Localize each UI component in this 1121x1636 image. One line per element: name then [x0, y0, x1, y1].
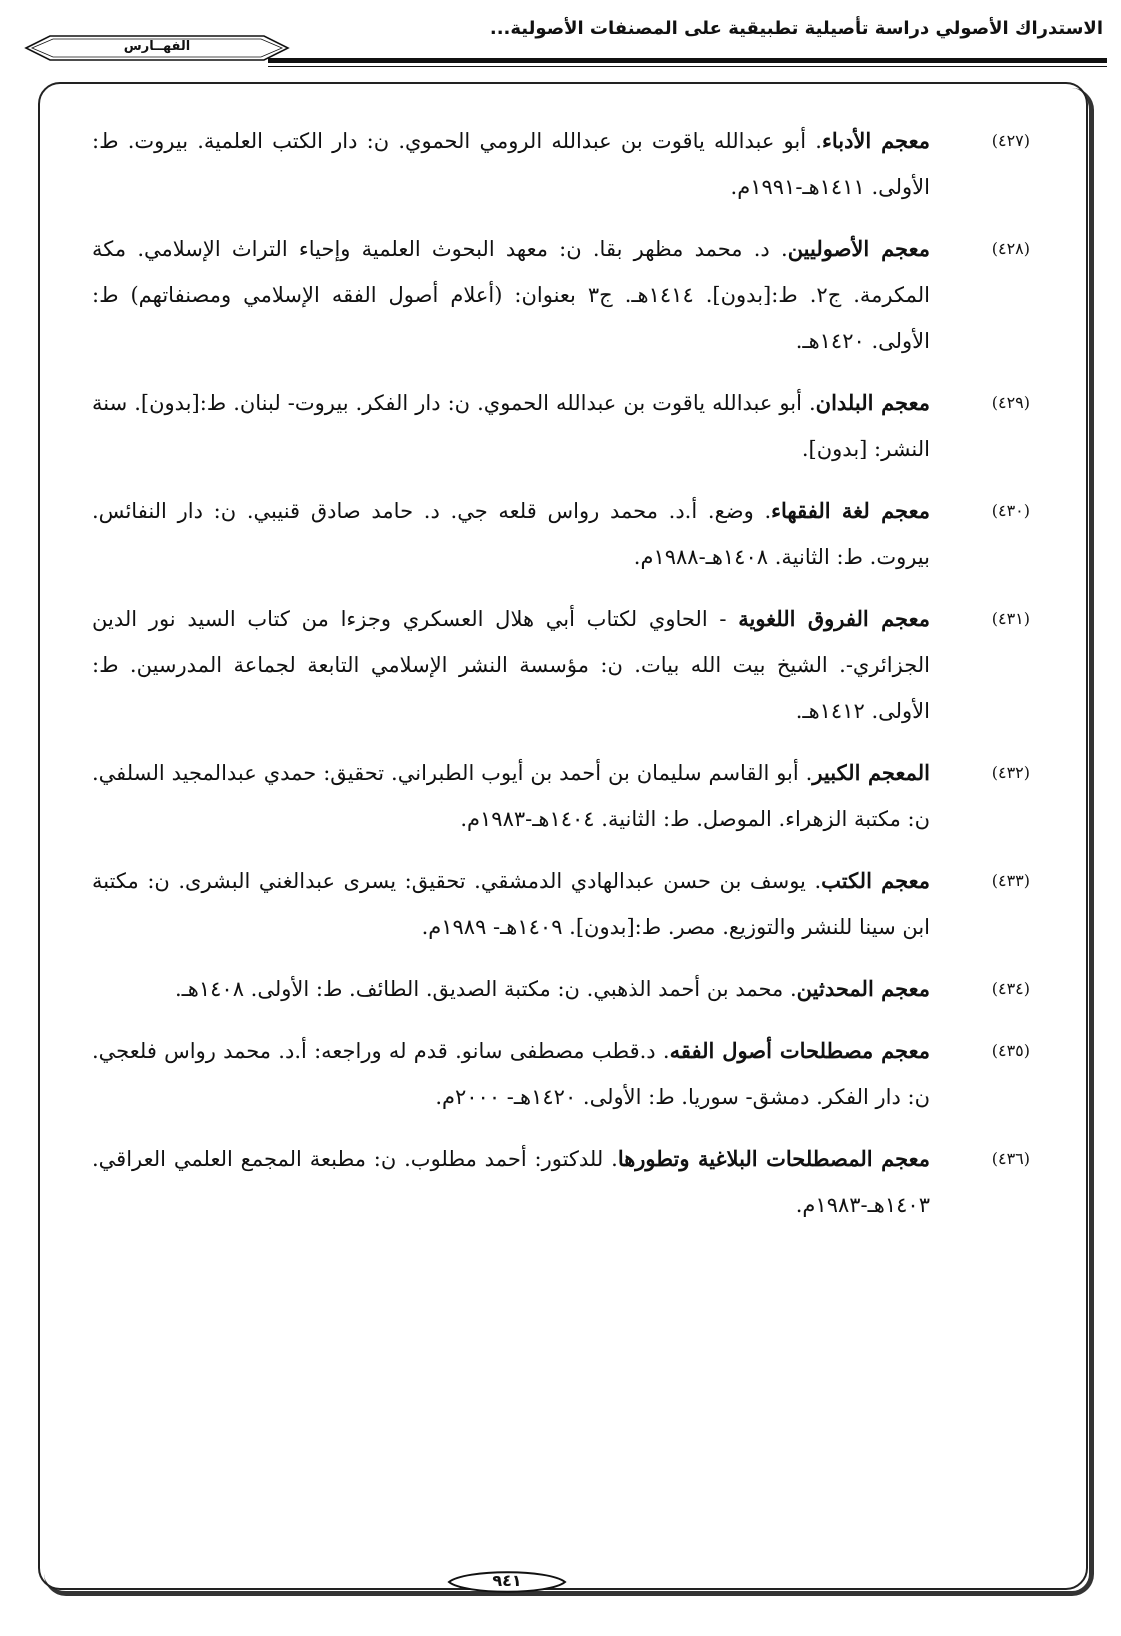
entry-text: . يوسف بن حسن عبدالهادي الدمشقي. تحقيق: يسرى عبدالغني البشرى. ن: مكتبة ابن سينا للنشر والتوزيع. مصر. ط:[بدون]. ١٤٠٩هـ- ١٩٨٩م.	[92, 869, 930, 939]
entry-number: (٤٣٢)	[991, 763, 1030, 782]
entry-title: المعجم الكبير	[812, 760, 930, 785]
entry-text: . أبو عبدالله ياقوت بن عبدالله الحموي. ن: دار الفكر. بيروت- لبنان. ط:[بدون]. سنة النشر: [بدون].	[92, 391, 930, 461]
bibliography-entry	[92, 118, 1030, 210]
entry-number: (٤٣٥)	[991, 1041, 1030, 1060]
entry-text: . أبو عبدالله ياقوت بن عبدالله الرومي الحموي. ن: دار الكتب العلمية. بيروت. ط: الأولى. ١٤١١هـ-١٩٩١م.	[92, 129, 930, 199]
entry-title: معجم الكتب	[821, 868, 930, 893]
header-rule-thick	[268, 58, 1107, 63]
section-label: الفهــارس	[123, 39, 191, 54]
header-rule-thin	[268, 66, 1107, 67]
entry-number: (٤٣٣)	[991, 871, 1030, 890]
entry-number: (٤٢٧)	[991, 131, 1030, 150]
entry-title: معجم البلدان	[815, 390, 930, 415]
entry-title: معجم الأصوليين	[787, 236, 930, 261]
bibliography-entry	[92, 596, 1030, 734]
entry-title: معجم المحدثين	[796, 976, 930, 1001]
bibliography-entry	[92, 1028, 1030, 1120]
entry-text: . للدكتور: أحمد مطلوب. ن: مطبعة المجمع العلمي العراقي. ١٤٠٣هـ-١٩٨٣م.	[92, 1147, 930, 1217]
bibliography-entry	[92, 858, 1030, 950]
section-tab	[22, 33, 292, 63]
book-title: الاستدراك الأصولي دراسة تأصيلية تطبيقية على المصنفات الأصولية...	[489, 18, 1103, 39]
bibliography-entry	[92, 488, 1030, 580]
bibliography-list	[92, 118, 1030, 1244]
entry-number: (٤٣١)	[991, 609, 1030, 628]
bibliography-entry	[92, 1136, 1030, 1228]
entry-text: . د.قطب مصطفى سانو. قدم له وراجعه: أ.د. محمد رواس فلعجي. ن: دار الفكر. دمشق- سوريا. ط: الأولى. ١٤٢٠هـ- ٢٠٠٠م.	[92, 1039, 930, 1109]
bibliography-entry	[92, 380, 1030, 472]
entry-number: (٤٣٦)	[991, 1149, 1030, 1168]
page-number-badge	[445, 1565, 569, 1599]
entry-title: معجم لغة الفقهاء	[771, 498, 930, 523]
bibliography-entry	[92, 226, 1030, 364]
entry-number: (٤٣٤)	[991, 979, 1030, 998]
bibliography-entry	[92, 966, 1030, 1012]
entry-title: معجم الفروق اللغوية	[738, 606, 930, 631]
entry-text: - الحاوي لكتاب أبي هلال العسكري وجزءا من كتاب السيد نور الدين الجزائري-. الشيخ بيت الله بيات. ن: مؤسسة النشر الإسلامي التابعة لجماعة المدرسين. ط: الأولى. ١٤١٢هـ.	[92, 607, 930, 723]
entry-text: . د. محمد مظهر بقا. ن: معهد البحوث العلمية وإحياء التراث الإسلامي. مكة المكرمة. ج٢. ط:[بدون]. ١٤١٤هـ. ج٣ بعنوان: (أعلام أصول الفقه الإسلامي ومصنفاتهم) ط: الأولى. ١٤٢٠هـ.	[92, 237, 930, 353]
entry-number: (٤٢٨)	[991, 239, 1030, 258]
entry-text: . محمد بن أحمد الذهبي. ن: مكتبة الصديق. الطائف. ط: الأولى. ١٤٠٨هـ.	[174, 977, 797, 1001]
entry-number: (٤٣٠)	[991, 501, 1030, 520]
entry-title: معجم مصطلحات أصول الفقه	[669, 1038, 930, 1063]
entry-title: معجم الأدباء	[821, 128, 930, 153]
bibliography-entry	[92, 750, 1030, 842]
entry-text: . أبو القاسم سليمان بن أحمد بن أيوب الطبراني. تحقيق: حمدي عبدالمجيد السلفي. ن: مكتبة الزهراء. الموصل. ط: الثانية. ١٤٠٤هـ-١٩٨٣م.	[92, 761, 930, 831]
page-number: ٩٤١	[492, 1571, 522, 1590]
entry-text: . وضع. أ.د. محمد رواس قلعه جي. د. حامد صادق قنيبي. ن: دار النفائس. بيروت. ط: الثانية. ١٤٠٨هـ-١٩٨٨م.	[92, 499, 930, 569]
entry-title: معجم المصطلحات البلاغية وتطورها	[617, 1146, 930, 1171]
entry-number: (٤٢٩)	[991, 393, 1030, 412]
